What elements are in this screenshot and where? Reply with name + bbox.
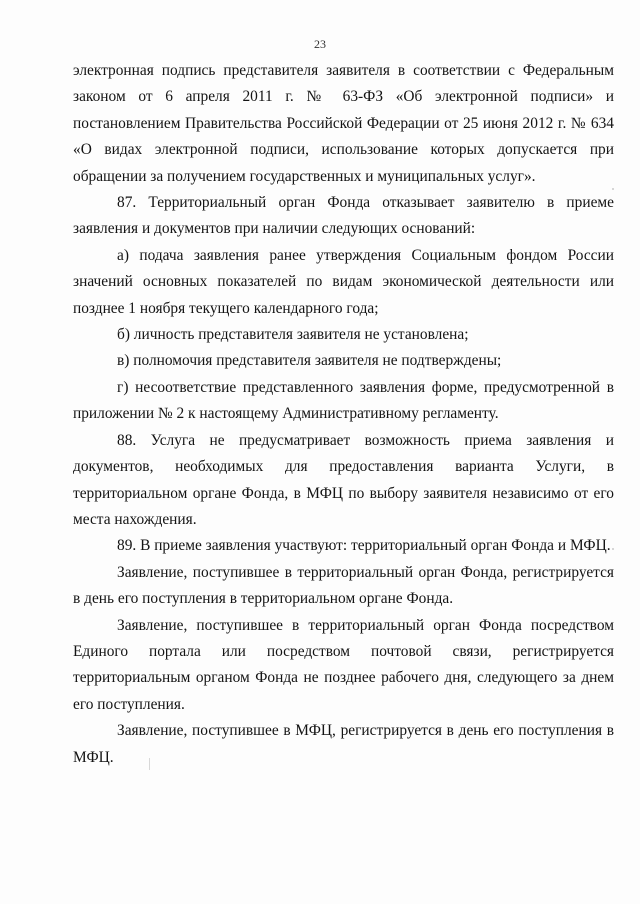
paragraph-87-b: б) личность представителя заявителя не установлена;	[117, 326, 469, 344]
paragraph-registration-portal-post: Заявление, поступившее в территориальный орган Фонда посредством Единого портала или посредством почтовой связи, регистрируется территориальным органом Фонда не позднее рабочего дня, следующего за днем его поступления.	[73, 616, 614, 713]
paragraph-registration-mfc: Заявление, поступившее в МФЦ, регистрируется в день его поступления в МФЦ.	[73, 722, 614, 766]
paragraph-registration-territorial: Заявление, поступившее в территориальный орган Фонда, регистрируется в день его поступления в территориальном органе Фонда.	[73, 563, 614, 608]
paragraph-87-a: а) подача заявления ранее утверждения Социальным фондом России значений основных показателей по видам экономической деятельности или позднее 1 ноября текущего календарного года;	[73, 246, 614, 317]
paragraph-88: 88. Услуга не предусматривает возможность приема заявления и документов, необходимых для предоставления варианта Услуги, в территориальном органе Фонда, в МФЦ по выбору заявителя независимо от его места нахождения.	[73, 431, 614, 528]
paragraph-signature-continuation: электронная подпись представителя заявителя в соответствии с Федеральным законом от 6 апреля 2011 г. № 63-ФЗ «Об электронной подписи» и постановлением Правительства Российской Федерации от 25 июня 2012 г. № 634 «О видах электронной подписи, использование которых допускается при обращении за получением государственных и муниципальных услуг».	[73, 62, 614, 185]
paragraph-87-g: г) несоответствие представленного заявления форме, предусмотренной в приложении № 2 к настоящему Административному регламенту.	[73, 378, 614, 423]
paragraph-87: 87. Территориальный орган Фонда отказывает заявителю в приеме заявления и документов при наличии следующих оснований:	[73, 194, 614, 238]
paragraph-89: 89. В приеме заявления участвуют: территориальный орган Фонда и МФЦ.	[117, 537, 611, 555]
scan-artifact-dot	[612, 548, 614, 550]
scan-artifact-dot	[612, 188, 614, 190]
document-body	[73, 58, 614, 771]
scan-artifact-line	[149, 758, 150, 770]
paragraph-87-v: в) полномочия представителя заявителя не подтверждены;	[117, 352, 502, 370]
page-number: 23	[314, 37, 326, 51]
